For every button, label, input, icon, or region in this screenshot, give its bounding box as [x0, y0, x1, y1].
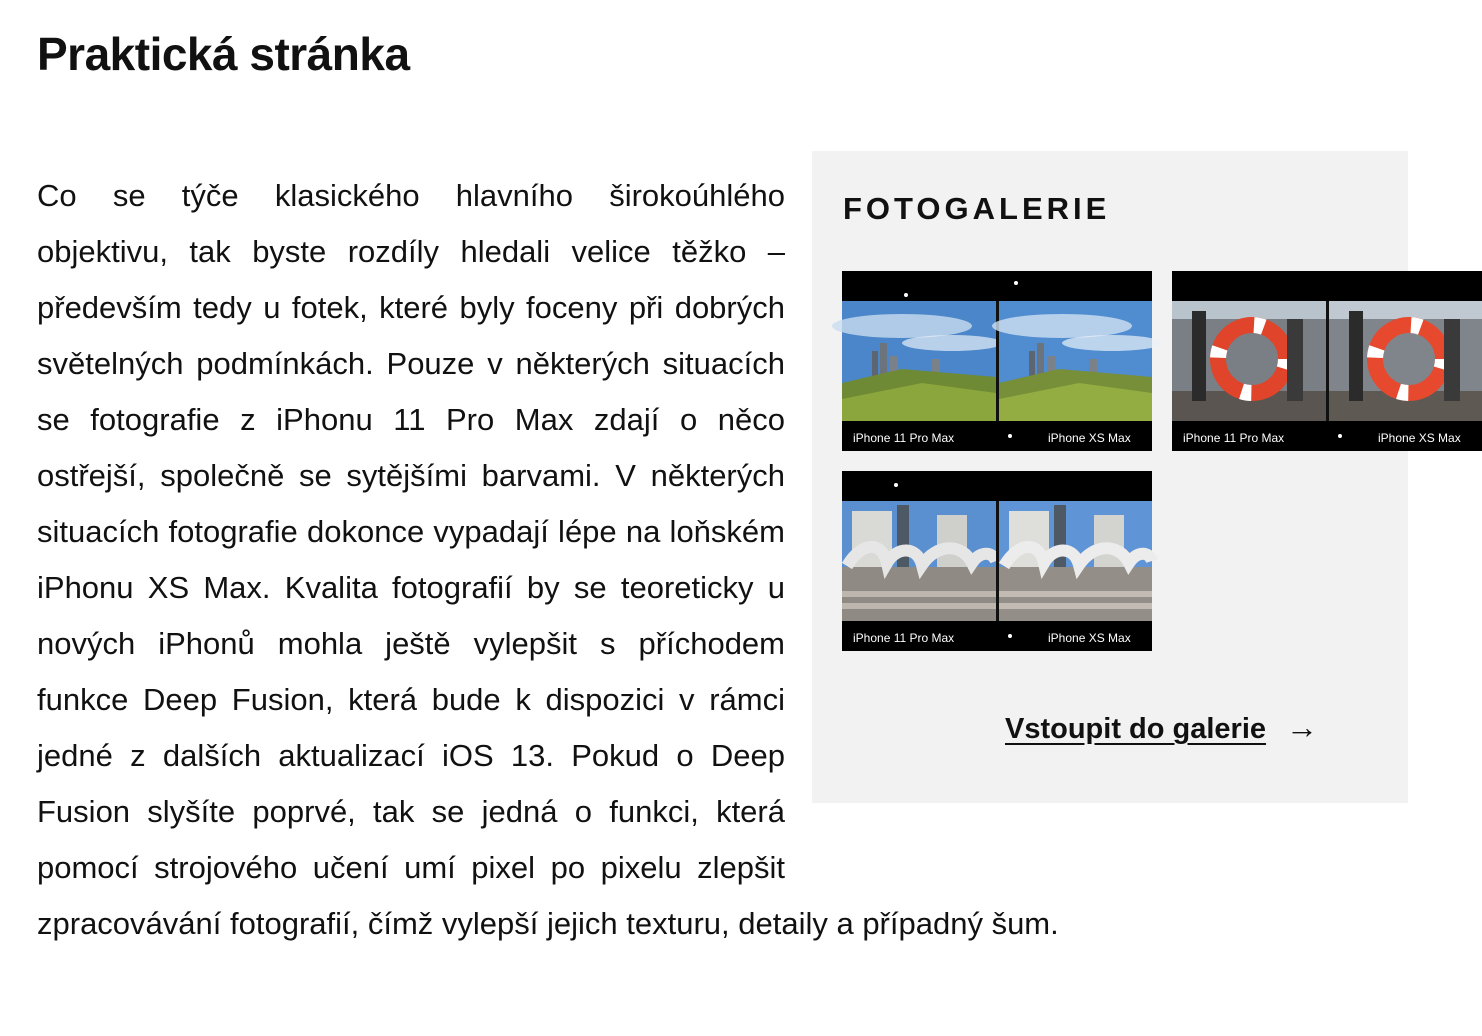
gallery-thumbnail-2[interactable] — [1172, 271, 1482, 451]
gallery-title: FOTOGALERIE — [843, 191, 1111, 226]
photo-gallery — [812, 151, 1461, 803]
article-paragraph: Co se týče klasického hlavního širokoúhlého objektivu, tak byste rozdíly hledali velice těžko – především tedy u fotek, které byly foceny při dobrých světelných podmínkách. Pouze v některých situacích se fotografie z iPhonu 11 Pro Max zdají o něco ostřejší, společně se sytějšími barvami. V některých situacích fotografie dokonce vypadají lépe na loňském iPhonu XS Max. Kvalita fotografií by se teoreticky u nových iPhonů mohla ještě vylepšit s příchodem funkce Deep Fusion, která bude k dispozici v rámci jedné z dalších aktualizací iOS 13. Pokud o Deep Fusion slyšíte poprvé, tak se jedná o funkci, která pomocí strojového učení umí pixel po pixelu zlepšit zpracovávání fotografií, čímž vylepší jejich texturu, detaily a případný šum. — [37, 178, 1059, 941]
thumbnail-caption-right: iPhone XS Max — [1048, 431, 1131, 445]
thumbnail-caption-left: iPhone 11 Pro Max — [853, 631, 955, 645]
park-skyline-image — [842, 271, 1152, 451]
page-title: Praktická stránka — [37, 28, 410, 80]
gallery-thumbnail-3[interactable] — [842, 471, 1152, 651]
enter-gallery-label: Vstoupit do galerie — [1005, 713, 1267, 745]
thumbnail-caption-right: iPhone XS Max — [1048, 631, 1131, 645]
thumbnail-caption-right: iPhone XS Max — [1378, 431, 1461, 445]
cleveland-sign-image — [842, 471, 1152, 651]
thumbnail-caption-left: iPhone 11 Pro Max — [1183, 431, 1285, 445]
enter-gallery-link[interactable] — [1005, 709, 1318, 746]
thumbnail-caption-left: iPhone 11 Pro Max — [853, 431, 955, 445]
arrow-right-icon: → — [1286, 709, 1319, 745]
gallery-thumbnail-1[interactable] — [842, 271, 1152, 451]
lifebuoy-image — [1172, 271, 1482, 451]
